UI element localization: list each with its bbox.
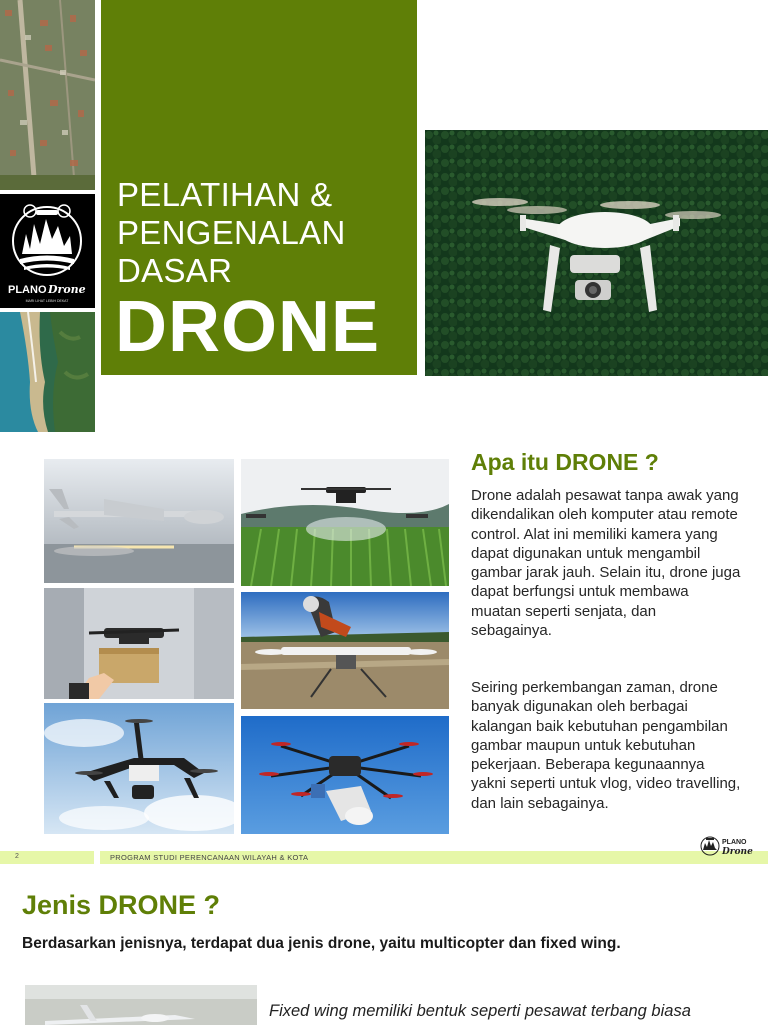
logo-tagline-text: MARI LIHAT LEBIH DEKAT [25, 299, 69, 303]
title-line-2: PENGENALAN [117, 214, 346, 251]
delivery-drone-photo [44, 588, 234, 699]
apa-paragraph-2: Seiring perkembangan zaman, drone banyak digunakan oleh berbagai kalangan baik kebutuhan pengambilan gambar maupun untuk kebutuhan pekerjaan. Beberapa kegunaannya yakni seperti untuk vlog, video travelling, dan lain sebagainya. [471, 679, 741, 812]
footer-plano-drone-logo [700, 833, 760, 859]
logo-brand-text: PLANO [8, 284, 47, 296]
jenis-heading: Jenis DRONE ? [22, 890, 221, 920]
title-panel [101, 0, 417, 375]
hexacopter-megaphone-photo [241, 716, 449, 834]
aerial-city-photo [0, 0, 95, 190]
hero-drone-photo [425, 130, 768, 376]
quadcopter-sky-photo [44, 703, 234, 834]
footer-logo-script: Drone [722, 847, 753, 857]
jenis-subtitle: Berdasarkan jenisnya, terdapat dua jenis drone, yaitu multicopter dan fixed wing. [22, 935, 621, 952]
page-number: 2 [15, 853, 19, 860]
fixed-wing-description: Fixed wing memiliki bentuk seperti pesawat terbang biasa [269, 1002, 691, 1020]
title-line-1: PELATIHAN & [117, 176, 333, 213]
footer-program-text: PROGRAM STUDI PERENCANAAN WILAYAH & KOTA [110, 853, 309, 862]
footer-logo-brand: PLANO [722, 839, 747, 846]
military-drone-photo [44, 459, 234, 583]
fixed-wing-drone-photo [25, 985, 257, 1025]
agriculture-drone-photo [241, 459, 449, 586]
title-line-3: DASAR [117, 252, 233, 289]
coastline-aerial-photo [0, 312, 95, 432]
plano-drone-logo [0, 194, 95, 308]
title-drone: DRONE [115, 287, 381, 367]
logo-script-text: Drone [48, 283, 86, 296]
field-drone-photo [241, 592, 449, 709]
apa-paragraph-1: Drone adalah pesawat tanpa awak yang dikendalikan oleh komputer atau remote control. Alat ini memiliki kamera yang dapat digunakan untuk mengambil gambar jarak jauh. Selain itu, drone juga dapat berfungsi untuk membawa muatan seperti senjata, dan sebagainya. [471, 487, 741, 640]
apa-heading: Apa itu DRONE ? [471, 449, 659, 475]
